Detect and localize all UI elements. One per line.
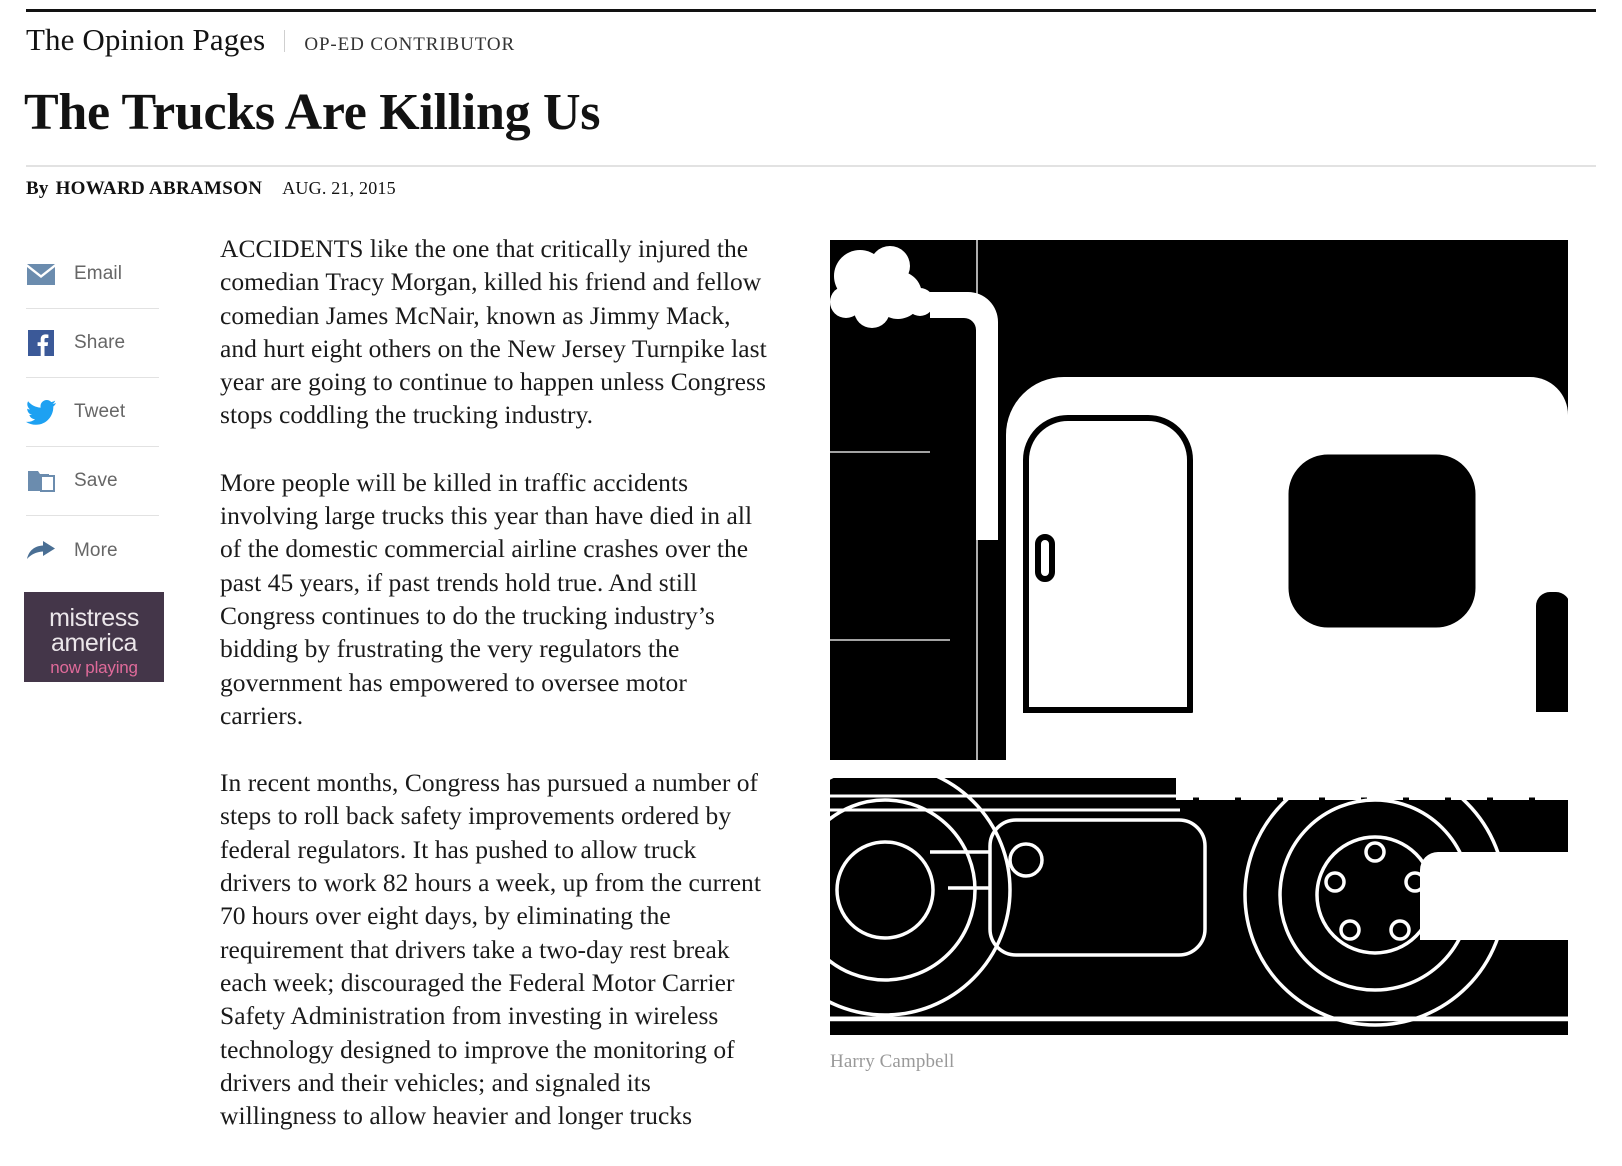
byline-author[interactable]: HOWARD ABRAMSON [55, 178, 263, 199]
share-label-more: More [74, 539, 118, 561]
share-arrow-icon [26, 536, 56, 566]
share-rail [26, 240, 159, 585]
article-paragraph: In recent months, Congress has pursued a number of steps to roll back safety improvements ordered by federal regulators. It has pushed to allow truck drivers to work 82 hours a week, up from the current 70 hours over eight days, by eliminating the requirement that drivers take a two-day rest break each week; discouraged the Federal Motor Carrier Safety Administration from investing in wireless technology designed to improve the monitoring of drivers and their vehicles; and signaled its willingness to allow heavier and longer trucks [220, 768, 761, 1131]
figure-caption: Harry Campbell [830, 1051, 955, 1072]
share-label-save: Save [74, 470, 118, 491]
article-paragraph: More people will be killed in traffic accidents involving large trucks this year than have died in all of the domestic commercial airline crashes over the past 45 years, if past trends hold true. And still Congress continues to do the trucking industry’s bidding by frustrating the very regulators the government has empowered to oversee motor carriers. [220, 467, 753, 730]
facebook-icon [26, 328, 56, 358]
folder-icon [26, 466, 56, 496]
headline-divider [26, 165, 1596, 167]
byline-date: AUG. 21, 2015 [282, 178, 396, 198]
envelope-icon [26, 259, 56, 289]
byline-prefix: By [26, 178, 49, 199]
share-item-more[interactable] [26, 516, 159, 585]
section-name[interactable]: The Opinion Pages [26, 22, 266, 57]
breadcrumb-divider [284, 30, 285, 52]
truck-illustration [830, 240, 1568, 1035]
share-label-twitter: Tweet [74, 401, 126, 422]
kicker-label[interactable]: OP-ED CONTRIBUTOR [304, 34, 516, 55]
advertisement-banner[interactable] [24, 592, 164, 682]
article-paragraph: ACCIDENTS like the one that critically injured the comedian Tracy Morgan, killed his friend and fellow comedian James McNair, known as Jimmy Mack, and hurt eight others on the New Jersey Turnpike last year are going to continue to happen unless Congress stops coddling the trucking industry. [220, 234, 767, 430]
ad-line-1: mistress [49, 604, 139, 632]
share-label-email: Email [74, 263, 123, 284]
page-title: The Trucks Are Killing Us [24, 84, 601, 141]
share-item-facebook[interactable] [26, 309, 159, 378]
top-rule [26, 9, 1596, 12]
share-label-facebook: Share [74, 332, 126, 353]
share-item-email[interactable] [26, 240, 159, 309]
share-item-twitter[interactable] [26, 378, 159, 447]
breadcrumb [26, 24, 515, 56]
ad-line-3: now playing [50, 658, 138, 677]
ad-line-2: america [50, 629, 138, 657]
article-body [220, 232, 772, 1166]
twitter-icon [26, 397, 56, 427]
byline [26, 178, 396, 200]
share-item-save[interactable] [26, 447, 159, 516]
article-figure [830, 240, 1568, 1073]
